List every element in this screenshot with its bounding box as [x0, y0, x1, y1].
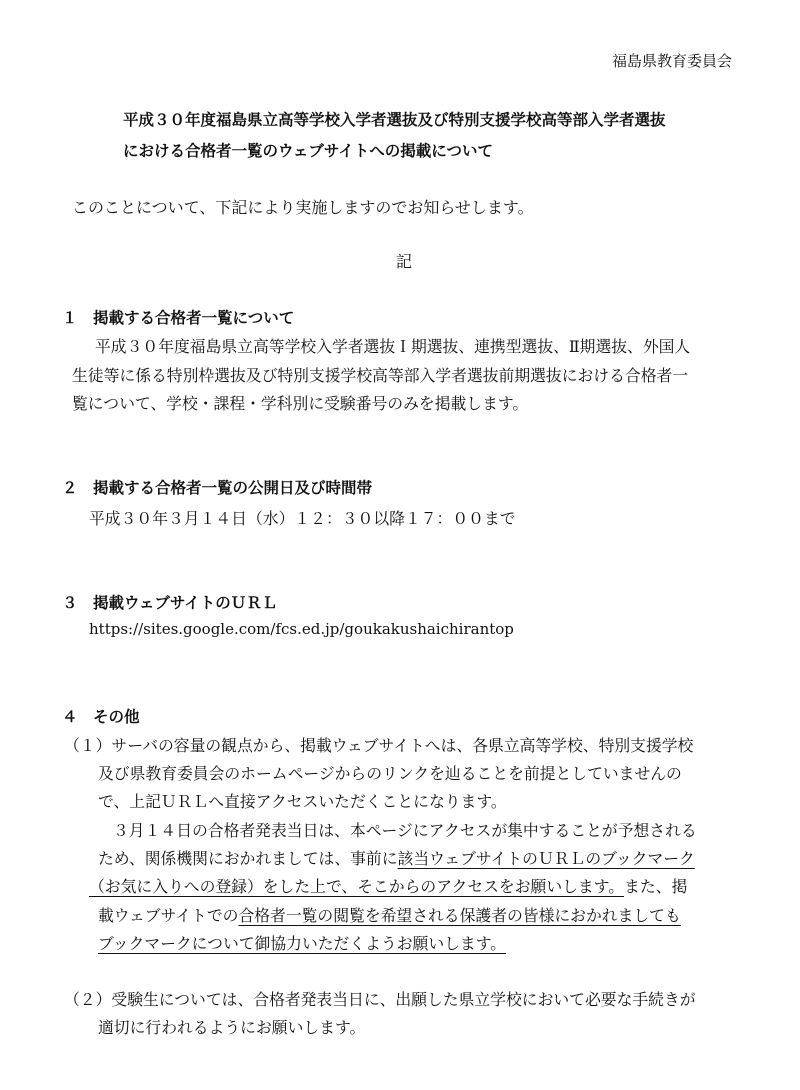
section-4-line [89, 874, 687, 897]
section-4-title: その他 [93, 708, 140, 726]
section-4-line: 及び県教育委員会のホームページからのリンクを辿ることを前提としていませんの [98, 764, 682, 783]
ki-marker: 記 [396, 252, 413, 271]
section-4-line [98, 931, 506, 954]
section-1-line: 生徒等に係る特別枠選抜及び特別支援学校高等部入学者選抜前期選抜における合格者一 [72, 366, 689, 385]
document-title-line-1: 平成３０年度福島県立高等学校入学者選抜及び特別支援学校高等部入学者選抜 [123, 111, 666, 129]
underlined-text: （お気に入りへの登録）をした上で、そこからのアクセスをお願いします。 [89, 877, 625, 896]
section-3-title: 掲載ウェブサイトのＵＲＬ [93, 594, 278, 612]
section-3-heading [0, 591, 277, 613]
section-4-line: （２）受験生については、合格者発表当日に、出願した県立学校において必要な手続きが [64, 990, 696, 1009]
section-2-title: 掲載する合格者一覧の公開日及び時間帯 [93, 479, 373, 497]
section-2-line: 平成３０年３月１４日（水）１２：３０以降１７：００まで [89, 509, 516, 528]
document-title-line-2: における合格者一覧のウェブサイトへの掲載について [123, 142, 493, 160]
section-1-heading [0, 306, 294, 328]
section-4-text: 載ウェブサイトでの [98, 906, 239, 925]
section-4-line: ３月１４日の合格者発表当日は、本ページにアクセスが集中することが予想される [113, 821, 697, 840]
section-3-number: ３ [62, 594, 78, 612]
intro-text: このことについて、下記により実施しますのでお知らせします。 [72, 198, 534, 217]
section-4-line [98, 903, 681, 926]
section-4-line: で、上記ＵＲＬへ直接アクセスいただくことになります。 [98, 792, 507, 811]
section-1-number: １ [62, 309, 78, 327]
section-4-heading [0, 705, 140, 727]
underlined-text: ブックマークについて御協力いただくようお願いします。 [98, 934, 507, 953]
section-4-text: ため、関係機関におかれましては、事前に [98, 849, 398, 868]
underlined-text: 合格者一覧の閲覧を希望される保護者の皆様におかれましても [238, 906, 681, 925]
section-4-line [98, 846, 695, 869]
section-1-title: 掲載する合格者一覧について [93, 309, 295, 327]
section-4-line: 適切に行われるようにお願いします。 [98, 1018, 366, 1037]
website-url-link[interactable]: https://sites.google.com/fcs.ed.jp/goukakushaichirantop [89, 620, 514, 638]
section-1-line: 平成３０年度福島県立高等学校入学者選抜Ｉ期選抜、連携型選抜、Ⅱ期選抜、外国人 [95, 337, 691, 356]
section-2-heading [0, 476, 372, 498]
section-4-text: また、掲 [624, 877, 688, 896]
section-4-line: （１）サーバの容量の観点から、掲載ウェブサイトへは、各県立高等学校、特別支援学校 [64, 736, 694, 755]
section-1-line: 覧について、学校・課程・学科別に受験番号のみを掲載します。 [72, 394, 529, 413]
organization-name: 福島県教育委員会 [612, 52, 733, 70]
section-4-number: ４ [62, 708, 78, 726]
section-2-number: ２ [62, 479, 78, 497]
underlined-text: 該当ウェブサイトのＵＲＬのブックマーク [397, 849, 695, 868]
